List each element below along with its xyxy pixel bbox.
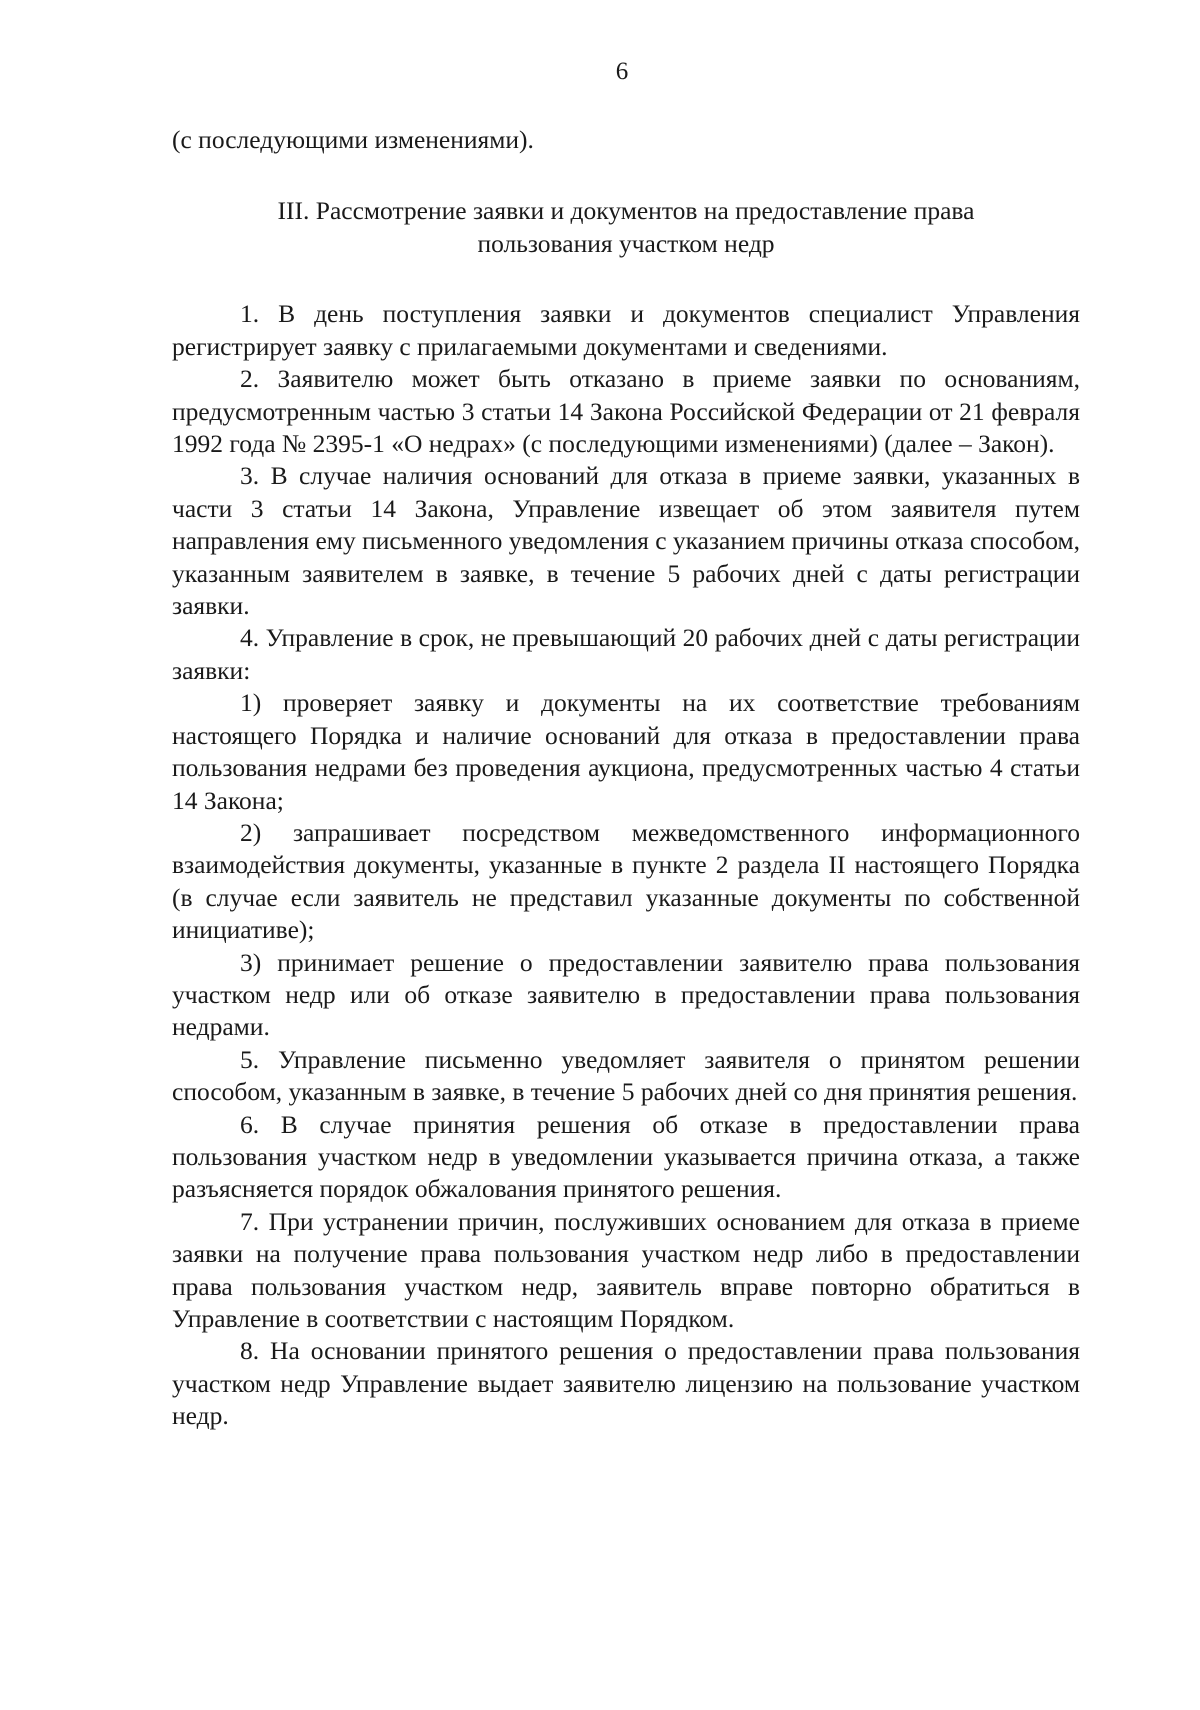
paragraph-list — [172, 298, 1080, 1432]
paragraph-5: 5. Управление письменно уведомляет заявителя о принятом решении способом, указанным в заявке, в течение 5 рабочих дней со дня принятия решения. — [172, 1044, 1080, 1107]
section-heading-line-2: пользования участком недр — [477, 229, 775, 259]
paragraph-4: 4. Управление в срок, не превышающий 20 рабочих дней с даты регистрации заявки: — [172, 623, 1080, 685]
paragraph-8: 8. На основании принятого решения о предоставлении права пользования участком недр Управление выдает заявителю лицензию на пользование участком недр. — [172, 1336, 1080, 1431]
subitem-3: 3) принимает решение о предоставлении заявителю права пользования участком недр или об отказе заявителю в предоставлении права пользования недрами. — [172, 947, 1080, 1042]
paragraph-1: 1. В день поступления заявки и документов специалист Управления регистрирует заявку с прилагаемыми документами и сведениями. — [172, 299, 1080, 361]
paragraph-7: 7. При устранении причин, послуживших основанием для отказа в приеме заявки на получение права пользования участком недр либо в предоставлении права пользования участком недр, заявитель вправе повторно обратиться в Управление в соответствии с настоящим Порядком. — [172, 1206, 1080, 1333]
section-heading — [172, 194, 1080, 260]
paragraph-6: 6. В случае принятия решения об отказе в предоставлении права пользования участком недр в уведомлении указывается причина отказа, а также разъясняется порядок обжалования принятого решения. — [172, 1109, 1080, 1204]
subitem-2: 2) запрашивает посредством межведомственного информационного взаимодействия документы, указанные в пункте 2 раздела II настоящего Порядка (в случае если заявитель не представил указанные документы по собственной инициативе); — [172, 817, 1080, 945]
paragraph-3: 3. В случае наличия оснований для отказа в приеме заявки, указанных в части 3 статьи 14 Закона, Управление извещает об этом заявителя путем направления ему письменного уведомления с указанием причины отказа способом, указанным заявителем в заявке, в течение 5 рабочих дней с даты регистрации заявки. — [172, 461, 1080, 621]
document-body — [172, 124, 1080, 1433]
subitem-1: 1) проверяет заявку и документы на их соответствие требованиям настоящего Порядка и наличие оснований для отказа в предоставлении права пользования недрами без проведения аукциона, предусмотренных частью 4 статьи 14 Закона; — [172, 688, 1080, 815]
continuation-line: (с последующими изменениями). — [172, 125, 534, 154]
section-heading-line-1: III. Рассмотрение заявки и документов на предоставление права — [277, 196, 975, 226]
paragraph-2: 2. Заявителю может быть отказано в приеме заявки по основаниям, предусмотренным частью 3 статьи 14 Закона Российской Федерации от 21 февраля 1992 года № 2395-1 «О недрах» (с последующими изменениями) (далее – Закон). — [172, 364, 1080, 459]
page-number: 6 — [615, 58, 629, 85]
